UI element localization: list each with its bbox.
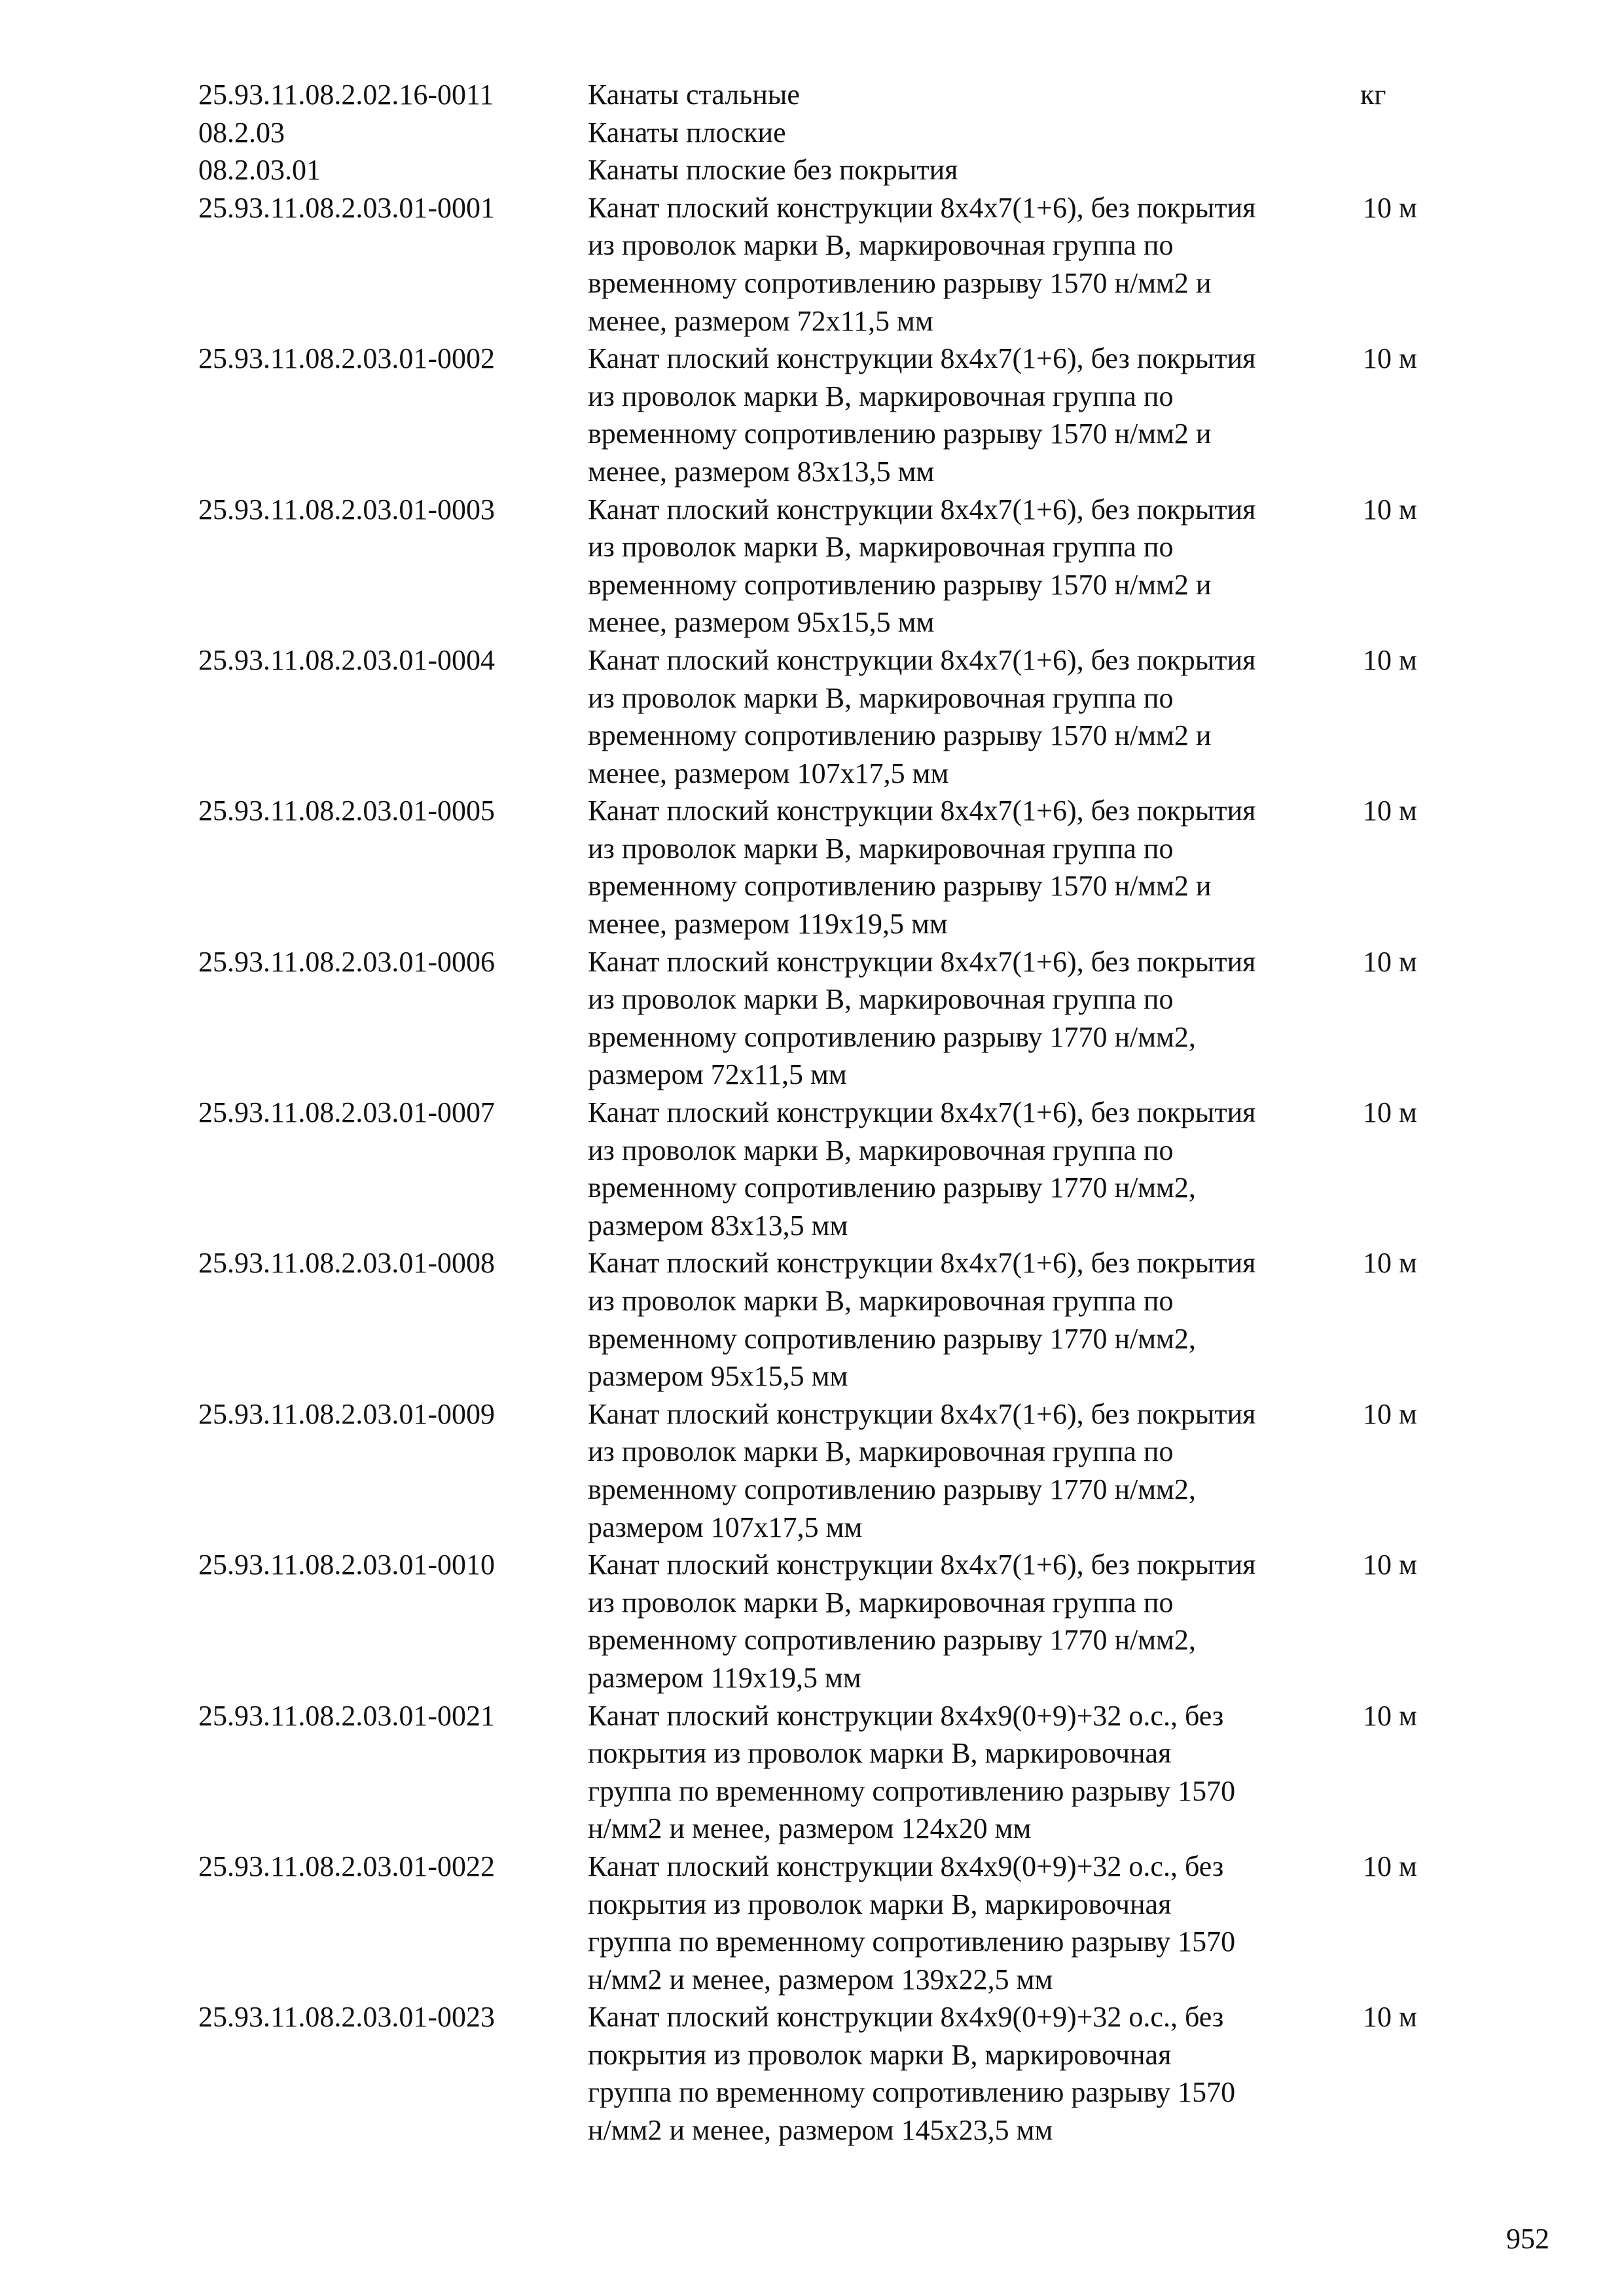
table-row	[198, 1395, 1442, 1546]
description-line: Канат плоский конструкции 8х4х9(0+9)+32 о.с., без	[588, 1850, 1224, 1882]
description-line: группа по временному сопротивлению разрыву 1570	[588, 1926, 1236, 1958]
item-unit: 10 м	[1363, 1247, 1417, 1280]
description-line: из проволок марки В, маркировочная группа по	[588, 1285, 1174, 1317]
item-description	[588, 1848, 1360, 1998]
description-line: временному сопротивлению разрыву 1570 н/мм2 и	[588, 719, 1212, 752]
item-description	[588, 114, 1360, 152]
description-line: н/мм2 и менее, размером 124х20 мм	[588, 1812, 1032, 1845]
table-row	[198, 189, 1442, 340]
item-description	[588, 1998, 1360, 2149]
description-line: временному сопротивлению разрыву 1770 н/мм2,	[588, 1020, 1196, 1053]
description-line: из проволок марки В, маркировочная группа по	[588, 983, 1174, 1016]
item-unit: 10 м	[1363, 795, 1417, 827]
item-description	[588, 189, 1360, 340]
item-code: 25.93.11.08.2.03.01-0002	[198, 342, 496, 375]
item-code: 25.93.11.08.2.03.01-0023	[198, 2001, 496, 2034]
item-description	[588, 1546, 1360, 1696]
description-line: менее, размером 95х15,5 мм	[588, 606, 935, 639]
description-line: Канат плоский конструкции 8х4х9(0+9)+32 о.с., без	[588, 2001, 1224, 2034]
description-line: размером 72х11,5 мм	[588, 1058, 847, 1091]
item-description	[588, 151, 1360, 189]
item-code: 25.93.11.08.2.03.01-0006	[198, 945, 496, 978]
table-row	[198, 1094, 1442, 1244]
table-row	[198, 151, 1442, 189]
table-row	[198, 641, 1442, 792]
description-line: временному сопротивлению разрыву 1770 н/мм2,	[588, 1172, 1196, 1204]
item-unit: 10 м	[1363, 945, 1417, 978]
table-row	[198, 792, 1442, 942]
table-row	[198, 943, 1442, 1094]
description-line: из проволок марки В, маркировочная группа по	[588, 832, 1174, 865]
table-row	[198, 1244, 1442, 1395]
description-line: Канат плоский конструкции 8х4х7(1+6), без покрытия	[588, 945, 1256, 978]
description-line: размером 95х15,5 мм	[588, 1360, 848, 1393]
item-description	[588, 1094, 1360, 1244]
description-line: Канат плоский конструкции 8х4х7(1+6), без покрытия	[588, 1549, 1256, 1581]
description-line: из проволок марки В, маркировочная группа по	[588, 1586, 1174, 1619]
table-row	[198, 114, 1442, 152]
item-code: 25.93.11.08.2.03.01-0008	[198, 1247, 496, 1280]
item-description	[588, 1244, 1360, 1395]
item-code: 25.93.11.08.2.03.01-0021	[198, 1699, 496, 1732]
description-line: покрытия из проволок марки В, маркировочная	[588, 1737, 1172, 1770]
table-row	[198, 1546, 1442, 1696]
item-description	[588, 491, 1360, 641]
table-row	[198, 1848, 1442, 1998]
description-line: временному сопротивлению разрыву 1570 н/мм2 и	[588, 266, 1212, 299]
page-number: 952	[1506, 2223, 1549, 2255]
description-line: временному сопротивлению разрыву 1570 н/мм2 и	[588, 568, 1212, 601]
description-line: Канат плоский конструкции 8х4х7(1+6), без покрытия	[588, 342, 1256, 375]
description-line: Канат плоский конструкции 8х4х7(1+6), без покрытия	[588, 1247, 1256, 1280]
description-line: временному сопротивлению разрыву 1770 н/мм2,	[588, 1322, 1196, 1355]
item-code: 25.93.11.08.2.03.01-0003	[198, 493, 496, 526]
item-unit: 10 м	[1363, 493, 1417, 526]
item-unit: 10 м	[1363, 643, 1417, 676]
item-description	[588, 1697, 1360, 1848]
description-line: временному сопротивлению разрыву 1770 н/мм2,	[588, 1624, 1196, 1657]
description-line: из проволок марки В, маркировочная группа по	[588, 1134, 1174, 1166]
description-line: из проволок марки В, маркировочная группа по	[588, 1435, 1174, 1468]
description-line: группа по временному сопротивлению разрыву 1570	[588, 1774, 1236, 1807]
table-row	[198, 491, 1442, 641]
description-line: временному сопротивлению разрыву 1570 н/мм2 и	[588, 870, 1212, 903]
description-line: из проволок марки В, маркировочная группа по	[588, 531, 1174, 564]
description-line: Канат плоский конструкции 8х4х7(1+6), без покрытия	[588, 795, 1256, 827]
description-line: размером 119х19,5 мм	[588, 1661, 861, 1694]
table-row	[198, 76, 1442, 114]
description-line: Канат плоский конструкции 8х4х9(0+9)+32 о.с., без	[588, 1699, 1224, 1732]
description-line: Канат плоский конструкции 8х4х7(1+6), без покрытия	[588, 191, 1256, 224]
description-line: из проволок марки В, маркировочная группа по	[588, 380, 1174, 412]
item-code: 25.93.11.08.2.03.01-0009	[198, 1397, 496, 1430]
description-line: н/мм2 и менее, размером 145х23,5 мм	[588, 2114, 1053, 2147]
item-code: 25.93.11.08.2.02.16-0011	[198, 79, 494, 111]
item-code: 25.93.11.08.2.03.01-0007	[198, 1096, 496, 1129]
description-line: размером 107х17,5 мм	[588, 1511, 863, 1543]
description-line: временному сопротивлению разрыву 1770 н/мм2,	[588, 1473, 1196, 1505]
item-code: 25.93.11.08.2.03.01-0001	[198, 191, 496, 224]
description-line: Канат плоский конструкции 8х4х7(1+6), без покрытия	[588, 643, 1256, 676]
description-line: покрытия из проволок марки В, маркировочная	[588, 1888, 1172, 1920]
description-line: Канаты плоские без покрытия	[588, 154, 958, 187]
item-code: 25.93.11.08.2.03.01-0005	[198, 795, 496, 827]
item-code: 25.93.11.08.2.03.01-0022	[198, 1850, 496, 1882]
description-line: менее, размером 83х13,5 мм	[588, 455, 935, 488]
item-code: 08.2.03	[198, 116, 285, 149]
description-line: менее, размером 72х11,5 мм	[588, 304, 933, 337]
item-description	[588, 1395, 1360, 1546]
item-unit: 10 м	[1363, 342, 1417, 375]
item-code: 25.93.11.08.2.03.01-0004	[198, 643, 496, 676]
table-row	[198, 1998, 1442, 2149]
catalog-table	[198, 76, 1442, 2149]
item-unit: 10 м	[1363, 1096, 1417, 1129]
description-line: группа по временному сопротивлению разрыву 1570	[588, 2076, 1236, 2109]
item-unit: 10 м	[1363, 1397, 1417, 1430]
item-unit: 10 м	[1363, 1850, 1417, 1882]
item-code: 25.93.11.08.2.03.01-0010	[198, 1549, 496, 1581]
item-description	[588, 641, 1360, 792]
item-unit: 10 м	[1363, 191, 1417, 224]
description-line: Канаты стальные	[588, 79, 800, 111]
description-line: менее, размером 119х19,5 мм	[588, 908, 948, 941]
description-line: Канаты плоские	[588, 116, 786, 149]
item-description	[588, 340, 1360, 490]
item-description	[588, 792, 1360, 942]
description-line: н/мм2 и менее, размером 139х22,5 мм	[588, 1963, 1053, 1996]
table-row	[198, 340, 1442, 490]
description-line: размером 83х13,5 мм	[588, 1209, 848, 1242]
description-line: менее, размером 107х17,5 мм	[588, 757, 949, 789]
item-unit: 10 м	[1363, 1699, 1417, 1732]
description-line: из проволок марки В, маркировочная группа по	[588, 681, 1174, 714]
item-unit: 10 м	[1363, 2001, 1417, 2034]
item-code: 08.2.03.01	[198, 154, 321, 187]
item-unit: кг	[1360, 79, 1386, 111]
table-row	[198, 1697, 1442, 1848]
description-line: Канат плоский конструкции 8х4х7(1+6), без покрытия	[588, 1096, 1256, 1129]
description-line: временному сопротивлению разрыву 1570 н/мм2 и	[588, 418, 1212, 450]
description-line: Канат плоский конструкции 8х4х7(1+6), без покрытия	[588, 1397, 1256, 1430]
description-line: из проволок марки В, маркировочная группа по	[588, 229, 1174, 262]
item-unit: 10 м	[1363, 1549, 1417, 1581]
item-description	[588, 76, 1360, 114]
item-description	[588, 943, 1360, 1094]
description-line: Канат плоский конструкции 8х4х7(1+6), без покрытия	[588, 493, 1256, 526]
description-line: покрытия из проволок марки В, маркировочная	[588, 2038, 1172, 2071]
